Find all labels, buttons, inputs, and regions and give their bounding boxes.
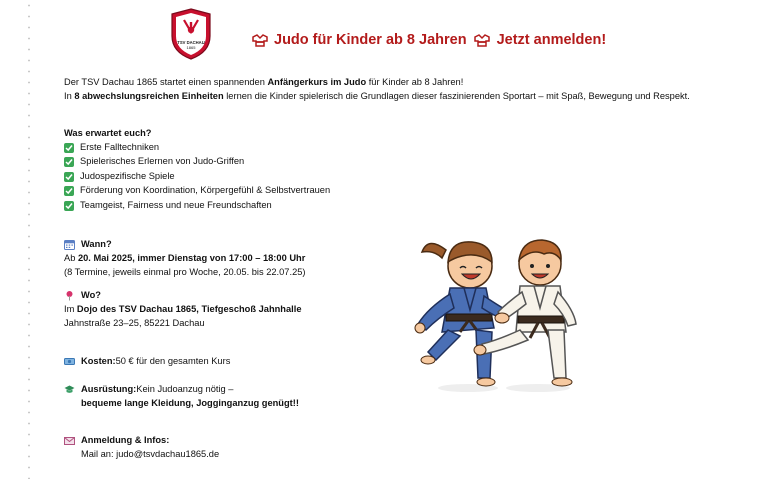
signup-title: Anmeldung & Infos: (81, 435, 170, 445)
logo-text-1: TSV DACHAU (177, 40, 205, 45)
where-line2: Jahnstraße 23–25, 85221 Dachau (64, 317, 205, 328)
pin-icon (64, 290, 75, 301)
money-icon (64, 356, 75, 367)
page-margin-dots (28, 0, 30, 479)
check-icon (64, 172, 74, 182)
envelope-icon (64, 435, 75, 446)
headline-part1: Judo für Kinder ab 8 Jahren (274, 32, 467, 48)
check-icon (64, 143, 74, 153)
cost-section (64, 355, 230, 369)
where-section (64, 289, 302, 330)
headline (252, 32, 606, 48)
logo-text-2: 1865 (186, 45, 196, 50)
expect-title: Was erwartet euch? (64, 128, 152, 138)
intro-line2-b: 8 abwechslungsreichen Einheiten (74, 90, 224, 101)
signup-mail[interactable]: Mail an: judo@tsvdachau1865.de (81, 448, 220, 459)
where-line1-a: Im (64, 303, 77, 314)
cost-value: 50 € für den gesamten Kurs (115, 356, 231, 366)
cost-label: Kosten: (81, 356, 116, 366)
intro-line1-b: Anfängerkurs im Judo (267, 77, 367, 87)
expect-item (64, 141, 330, 155)
intro-line2-c: lernen die Kinder spielerisch die Grundlagen dieser faszinierenden Sportart – mit Spaß, Bewegung und Respekt. (223, 90, 690, 101)
expect-item-label: Teamgeist, Fairness und neue Freundschaften (80, 199, 272, 210)
expect-section (64, 127, 330, 213)
gear-section (64, 383, 299, 411)
expect-item-label: Erste Falltechniken (80, 142, 160, 153)
expect-item (64, 198, 330, 212)
mortarboard-icon (64, 384, 75, 395)
gear-label: Ausrüstung: (81, 384, 137, 394)
judo-kids-illustration (398, 228, 588, 398)
expect-item (64, 184, 330, 198)
calendar-icon (64, 239, 75, 250)
tsv-dachau-logo (170, 8, 212, 60)
when-line2: (8 Termine, jeweils einmal pro Woche, 20.05. bis 22.07.25) (64, 266, 306, 277)
expect-item (64, 155, 330, 169)
intro-text (64, 76, 690, 103)
judo-gi-icon (474, 34, 490, 47)
expect-item-label: Spielerisches Erlernen von Judo-Griffen (80, 156, 245, 167)
expect-item (64, 170, 330, 184)
expect-item-label: Förderung von Koordination, Körpergefühl & Selbstvertrauen (80, 185, 331, 196)
when-section (64, 238, 306, 279)
expect-item-label: Judospezifische Spiele (80, 170, 175, 181)
headline-part2: Jetzt anmelden! (496, 32, 607, 48)
intro-line1-a: Der TSV Dachau 1865 startet einen spannenden (64, 77, 268, 87)
intro-line2-a: In (64, 90, 75, 101)
when-title: Wann? (81, 239, 112, 249)
where-line1-b: Dojo des TSV Dachau 1865, Tiefgeschoß Jahnhalle (76, 303, 302, 314)
check-icon (64, 157, 74, 167)
intro-line1-c: für Kinder ab 8 Jahren! (366, 77, 464, 87)
gear-line2: bequeme lange Kleidung, Jogginganzug genügt!! (81, 397, 299, 408)
check-icon (64, 186, 74, 196)
where-title: Wo? (81, 290, 101, 300)
signup-section (64, 434, 219, 462)
gear-value: Kein Judoanzug nötig – (136, 384, 234, 394)
when-line1-a: Ab (64, 252, 78, 263)
when-line1-b: 20. Mai 2025, immer Dienstag von 17:00 – 18:00 Uhr (77, 252, 306, 263)
check-icon (64, 201, 74, 211)
judo-gi-icon (252, 34, 268, 47)
